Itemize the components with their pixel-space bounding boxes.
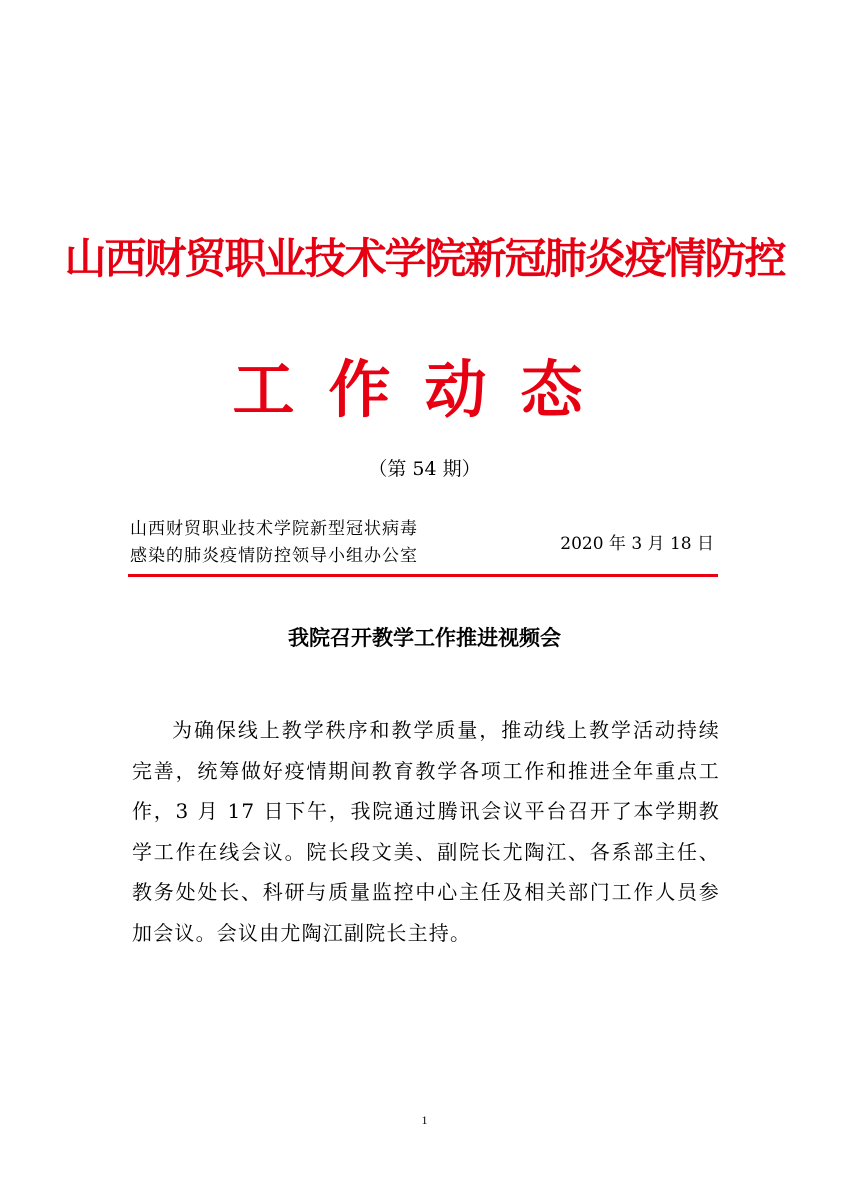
masthead-title: 工作动态 xyxy=(232,353,617,426)
red-divider-rule xyxy=(128,574,718,577)
page-number: 1 xyxy=(421,1113,428,1127)
issue-date: 2020 年 3 月 18 日 xyxy=(560,534,714,554)
issuer-line-2: 感染的肺炎疫情防控领导小组办公室 xyxy=(130,546,418,566)
article-title: 我院召开教学工作推进视频会 xyxy=(288,625,561,650)
article-body: 为确保线上教学秩序和教学质量，推动线上教学活动持续完善，统筹做好疫情期间教育教学各项工作和推进全年重点工作，3 月 17 日下午，我院通过腾讯会议平台召开了本学期教学工作在线会议。院长段文美、副院长尤陶江、各系部主任、教务处处长、科研与质量监控中心主任及相关部门工作人员参加会议。会议由尤陶江副院长主持。 xyxy=(132,718,720,945)
issue-number: （第 54 期） xyxy=(368,458,481,480)
issuer-line-1: 山西财贸职业技术学院新型冠状病毒 xyxy=(130,519,418,539)
masthead-organization: 山西财贸职业技术学院新冠肺炎疫情防控 xyxy=(64,234,785,283)
issuer-block xyxy=(130,516,470,570)
